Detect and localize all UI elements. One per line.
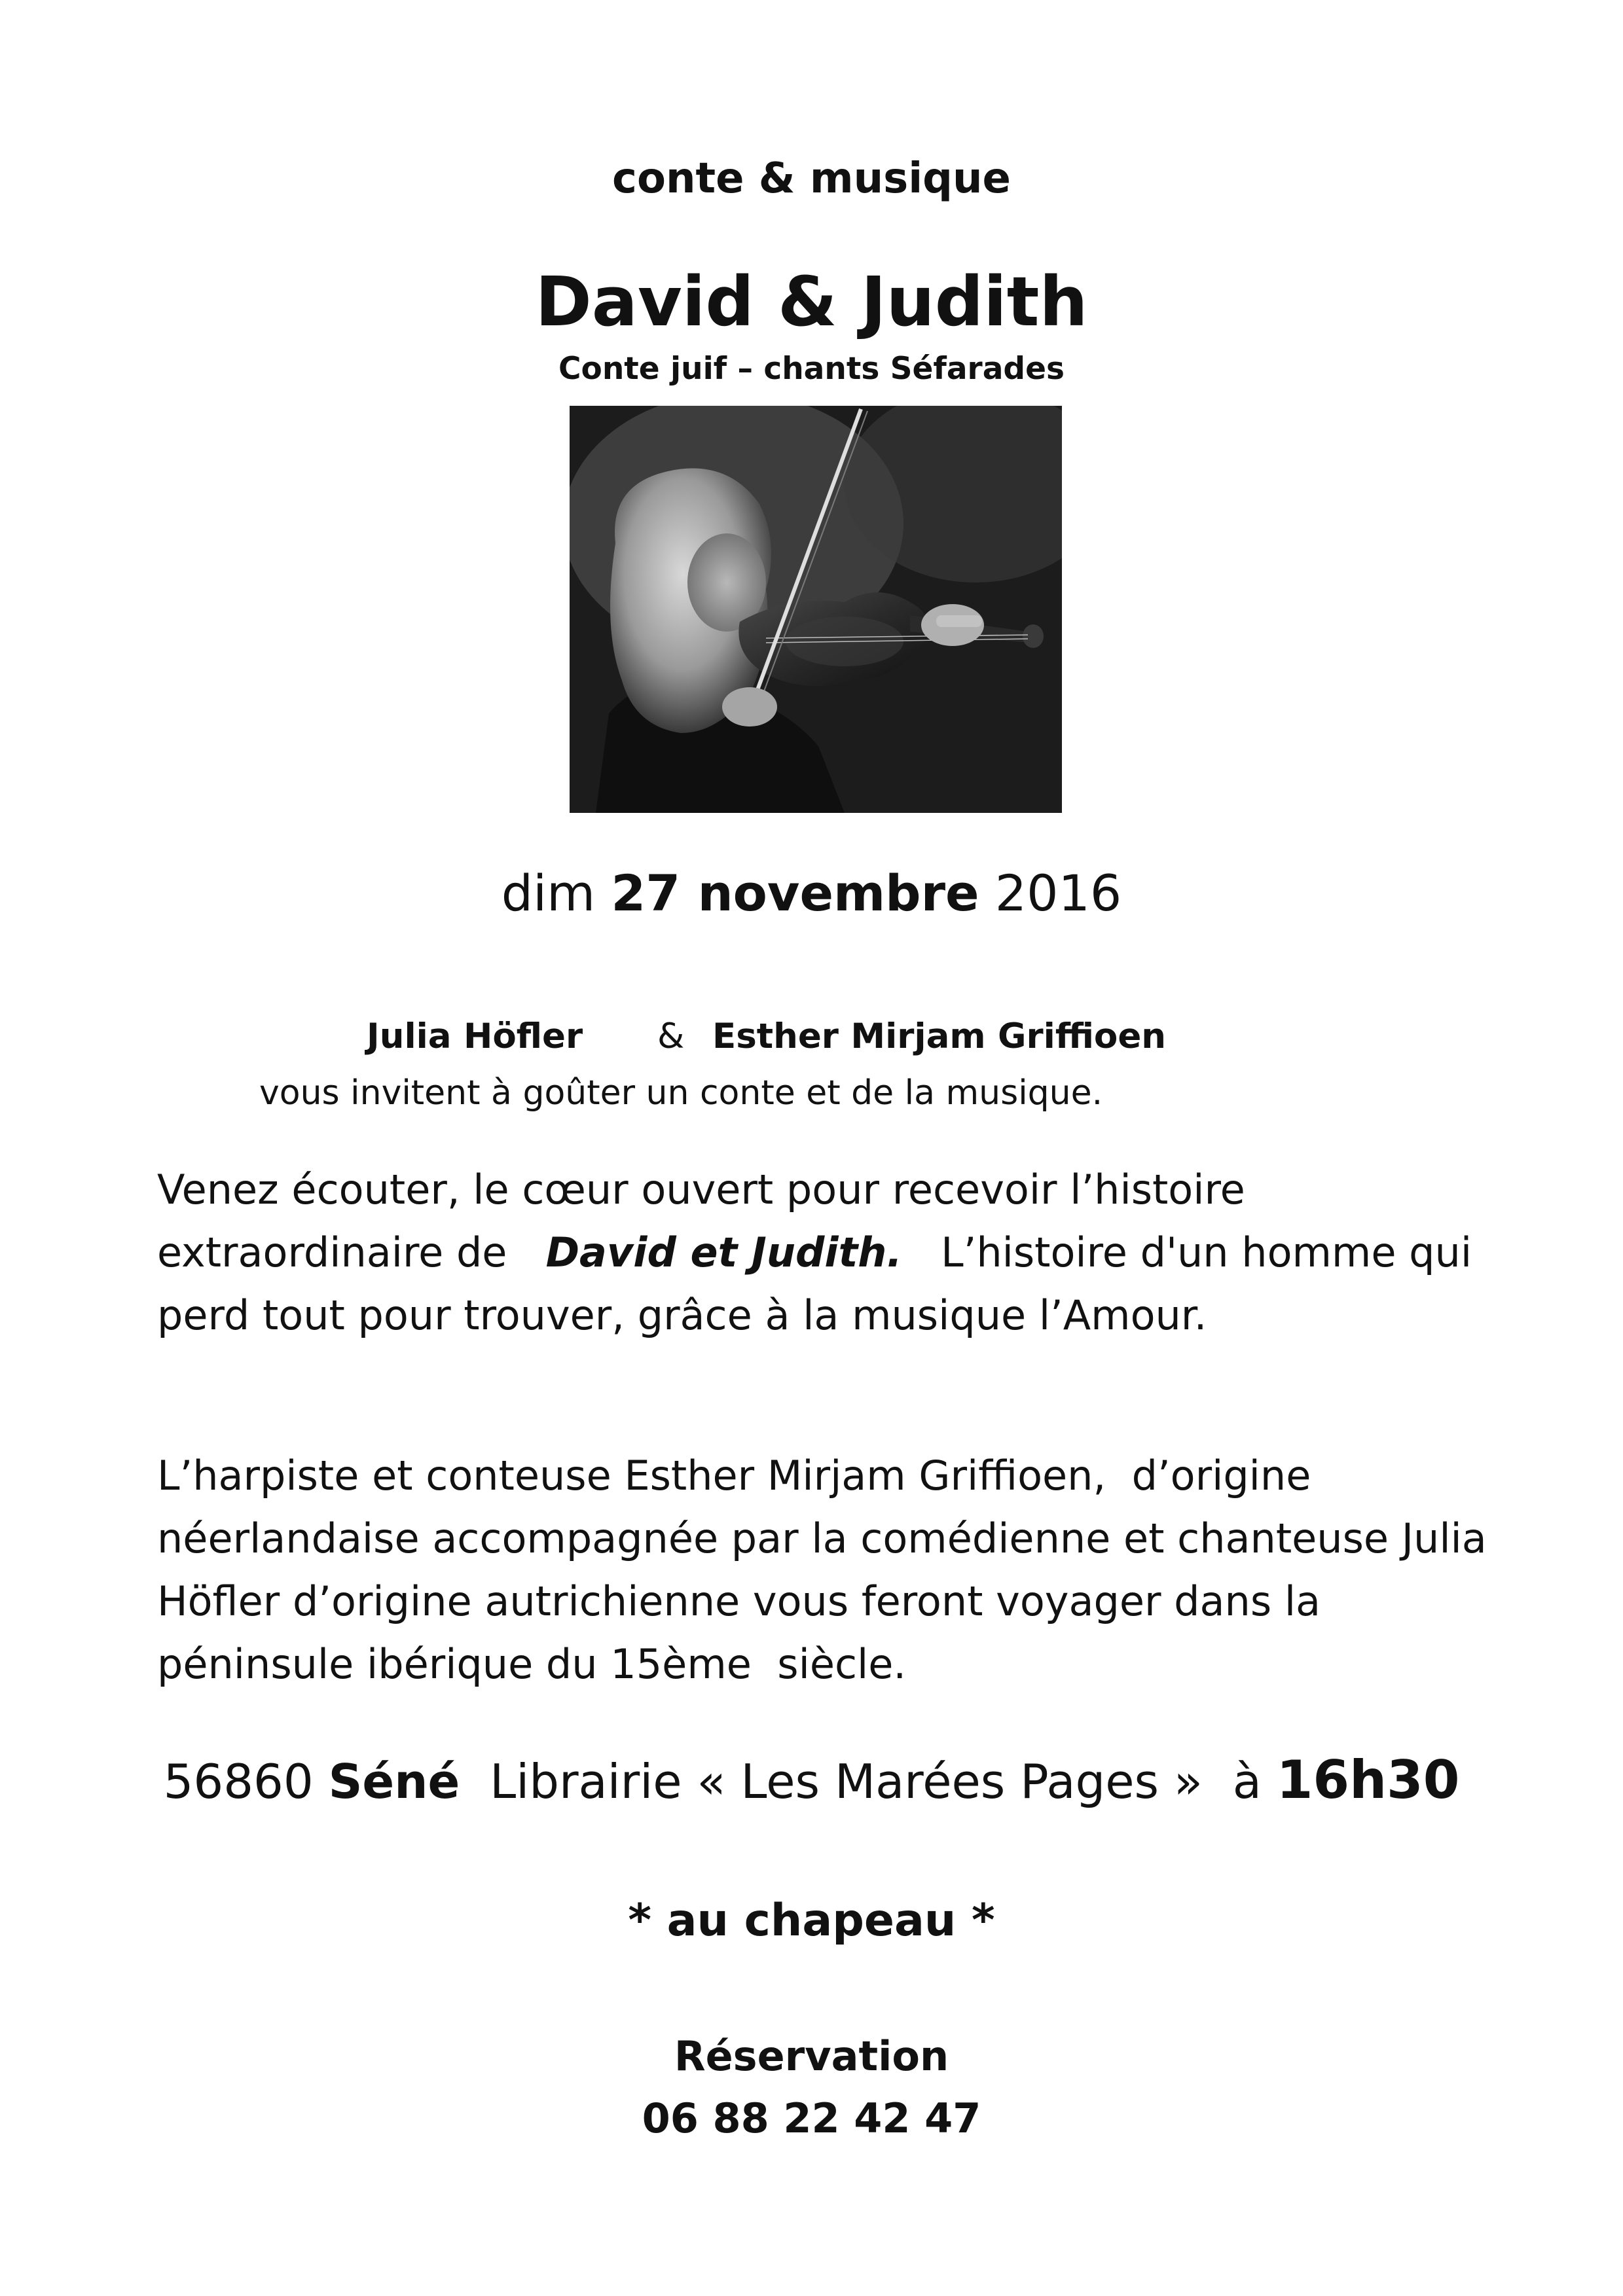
date-year: 2016	[994, 864, 1122, 922]
event-kicker: conte & musique	[612, 154, 1011, 203]
paragraph-line: Venez écouter, le cœur ouvert pour recevoir l’histoire	[157, 1166, 1245, 1213]
violinist-photo	[570, 406, 1062, 813]
venue-line	[0, 1749, 1623, 1810]
paragraph-line: péninsule ibérique du 15ème siècle.	[157, 1640, 907, 1688]
artists-ampersand: &	[657, 1016, 685, 1056]
performers-paragraph	[157, 1444, 1519, 1696]
venue-postcode: 56860	[163, 1754, 314, 1809]
paragraph-line	[157, 1221, 1519, 1284]
reservation-label: Réservation	[674, 2032, 949, 2080]
date-weekday: dim	[501, 864, 596, 922]
paragraph-line: L’harpiste et conteuse Esther Mirjam Griffioen, d’origine	[157, 1452, 1311, 1499]
artist-name-esther: Esther Mirjam Griffioen	[712, 1016, 1167, 1056]
paragraph-line: néerlandaise accompagnée par la comédienne et chanteuse Julia	[157, 1515, 1487, 1562]
venue-at: à	[1232, 1754, 1262, 1809]
date-day-month: 27 novembre	[611, 864, 979, 922]
artist-name-julia: Julia Höfler	[367, 1016, 583, 1056]
event-title: David & Judith	[535, 262, 1088, 342]
hat-collection-note: * au chapeau *	[628, 1895, 995, 1946]
event-subtitle: Conte juif – chants Séfarades	[558, 351, 1065, 387]
invitation-text: vous invitent à goûter un conte et de la musique.	[259, 1073, 1103, 1113]
venue-town: Séné	[328, 1754, 460, 1809]
paragraph-text: L’histoire d'un homme qui	[902, 1229, 1472, 1276]
paragraph-line: Höfler d’origine autrichienne vous feront voyager dans la	[157, 1577, 1321, 1625]
description-paragraph	[157, 1158, 1519, 1347]
venue-place: Librairie « Les Marées Pages »	[490, 1754, 1203, 1809]
event-time: 16h30	[1276, 1749, 1460, 1810]
paragraph-text: extraordinaire de	[157, 1229, 546, 1276]
paragraph-line: perd tout pour trouver, grâce à la musique l’Amour.	[157, 1291, 1207, 1339]
event-date	[0, 864, 1623, 922]
violinist-illustration	[570, 406, 1062, 813]
reservation-phone: 06 88 22 42 47	[642, 2094, 981, 2142]
story-title: David et Judith.	[545, 1229, 902, 1276]
